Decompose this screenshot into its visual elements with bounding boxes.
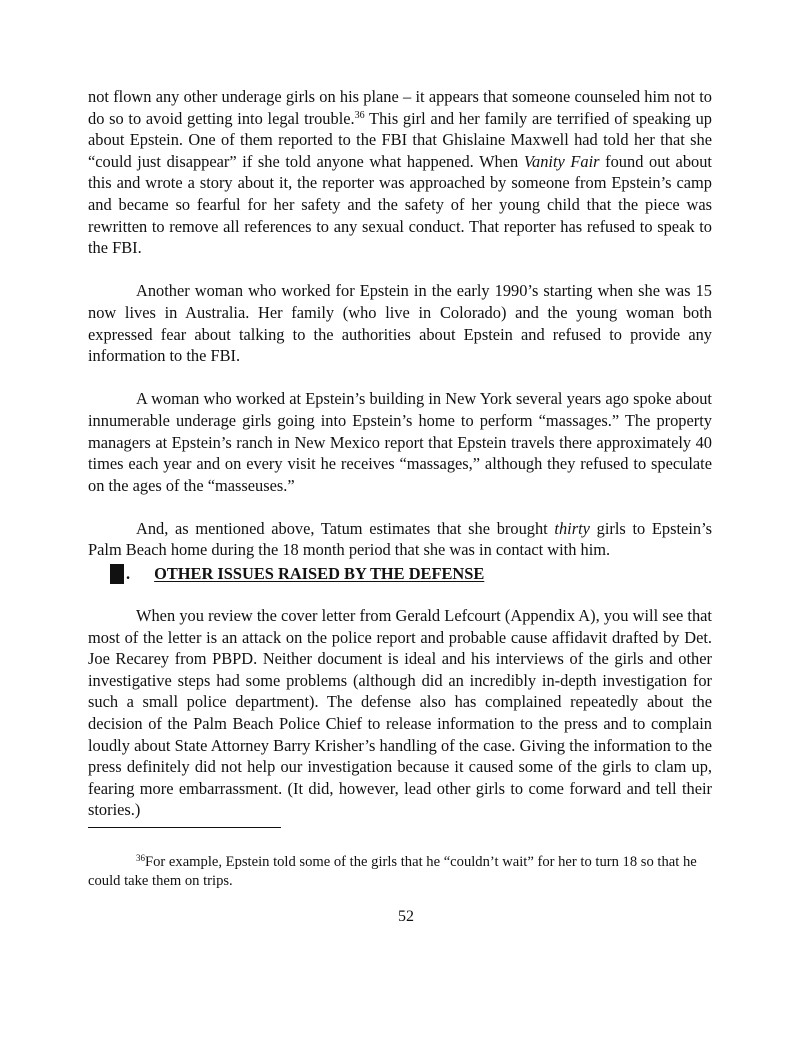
paragraph-5: When you review the cover letter from Gerald Lefcourt (Appendix A), you will see that most of the letter is an attack on the police report and probable cause affidavit drafted by Det. Joe Recarey from PBPD. Neither document is ideal and his interviews of the girls and other investigative steps had some problems (although did an incredibly in-depth investigation for such a small police department). The defense also has complained repeatedly about the decision of the Palm Beach Police Chief to release information to the press and to complain loudly about State Attorney Barry Krisher’s handling of the case. Giving the information to the press definitely did not help our investigation because it caused some of the girls to clam up, fearing more embarrassment. (It did, however, lead other girls to come forward and tell their stories.) (88, 606, 712, 820)
footnote-divider (88, 827, 281, 828)
paragraph-1-text-b: This girl and her family are terrified of speaking up about Epstein. One of them reported to the FBI that Ghislaine Maxwell had told her that she “could just disappear” if she told anyone what happened. When (88, 108, 712, 171)
paragraph-4-italic: thirty (554, 518, 590, 538)
footnote-reference: 36 (354, 109, 365, 121)
section-title: OTHER ISSUES RAISED BY THE DEFENSE (154, 564, 485, 583)
paragraph-1-text-c: found out about this and wrote a story about it, the reporter was approached by someone from Epstein’s camp and became so fearful for her safety and the safety of her young child that the piece was rewritten to remove all references to any sexual conduct. That reporter has refused to speak to the FBI. (88, 151, 712, 258)
paragraph-4-text-a: And, as mentioned above, Tatum estimates that she brought (136, 518, 555, 538)
footnote (88, 853, 712, 892)
paragraph-1 (88, 86, 712, 259)
paragraph-1-italic: Vanity Fair (523, 151, 600, 171)
body-upper (88, 86, 712, 583)
paragraph-3: A woman who worked at Epstein’s building in New York several years ago spoke about innumerable underage girls going into Epstein’s home to perform “massages.” The property managers at Epstein’s ranch in New Mexico report that Epstein travels there approximately 40 times each year and on every visit he receives “massages,” although they refused to speculate on the ages of the “masseuses.” (88, 389, 712, 495)
footnote-number: 36 (136, 853, 145, 863)
paragraph-4-text-b: girls to Epstein’s Palm Beach home during the 18 month period that she was in contact with him. (88, 518, 713, 560)
paragraph-2: Another woman who worked for Epstein in the early 1990’s starting when she was 15 now lives in Australia. Her family (who live in Colorado) and the young woman both expressed fear about talking to the authorities about Epstein and refused to provide any information to the FBI. (88, 281, 712, 366)
body-lower (88, 605, 712, 843)
paragraph-4 (88, 518, 712, 561)
section-heading (110, 563, 484, 585)
footnote-text: For example, Epstein told some of the girls that he “couldn’t wait” for her to turn 18 so that he could take them on trips. (88, 854, 697, 890)
paragraph-1-text-a: not flown any other underage girls on his plane – it appears that someone counseled him not to do so to avoid getting into legal trouble. (88, 87, 712, 128)
redaction-box (110, 564, 124, 584)
section-number-suffix: . (126, 564, 131, 583)
page-number: 52 (398, 908, 414, 925)
